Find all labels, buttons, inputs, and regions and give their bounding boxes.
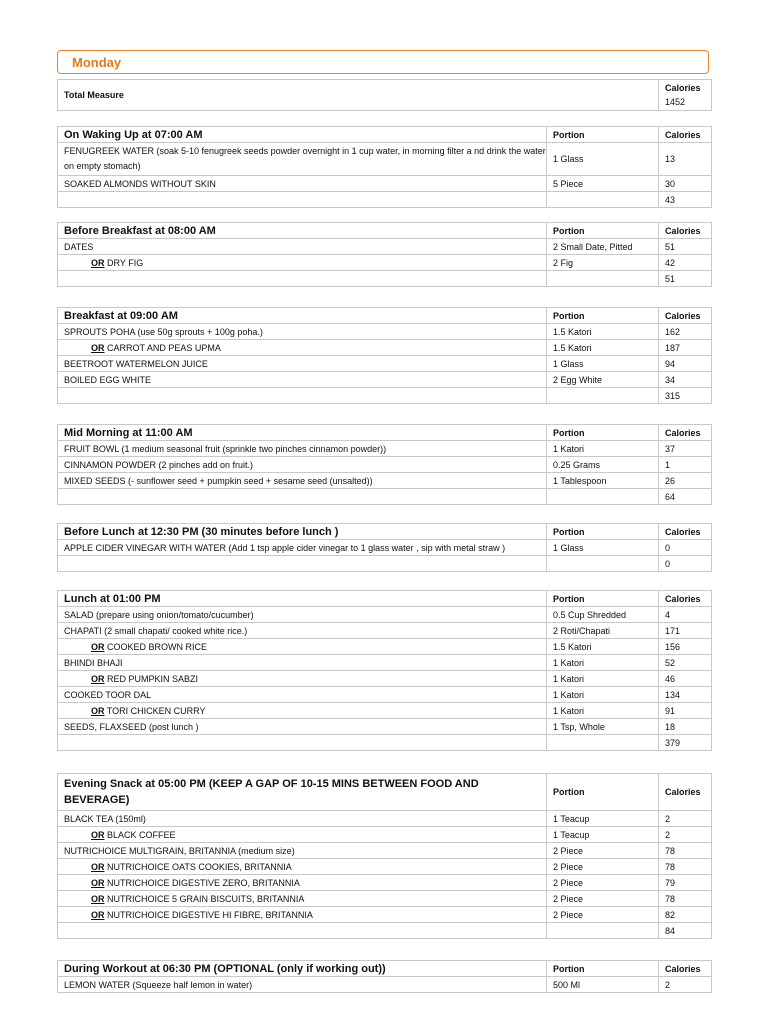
food-portion: 1.5 Katori xyxy=(547,639,659,655)
food-portion: 0.5 Cup Shredded xyxy=(547,607,659,623)
meal-total-row xyxy=(58,735,712,751)
food-portion: 2 Piece xyxy=(547,891,659,907)
meal-total-calories: 379 xyxy=(659,735,712,751)
food-name: BOILED EGG WHITE xyxy=(58,372,547,388)
food-portion: 1.5 Katori xyxy=(547,324,659,340)
food-row xyxy=(58,719,712,735)
food-portion: 2 Egg White xyxy=(547,372,659,388)
meal-total-calories: 43 xyxy=(659,192,712,208)
food-row xyxy=(58,457,712,473)
food-calories: 134 xyxy=(659,687,712,703)
meal-total-calories: 0 xyxy=(659,556,712,572)
food-row xyxy=(58,176,712,192)
food-name: NUTRICHOICE OATS COOKIES, BRITANNIA xyxy=(107,861,292,872)
food-calories: 162 xyxy=(659,324,712,340)
portion-header: Portion xyxy=(547,127,659,143)
food-name: CINNAMON POWDER (2 pinches add on fruit.) xyxy=(58,457,547,473)
food-name-cell xyxy=(58,255,547,271)
food-name: SEEDS, FLAXSEED (post lunch ) xyxy=(58,719,547,735)
food-calories: 78 xyxy=(659,859,712,875)
meal-total-calories: 84 xyxy=(659,923,712,939)
food-calories: 18 xyxy=(659,719,712,735)
portion-header: Portion xyxy=(547,524,659,540)
or-label: OR xyxy=(91,909,105,920)
food-calories: 171 xyxy=(659,623,712,639)
food-name: BLACK TEA (150ml) xyxy=(58,811,547,827)
food-name: DATES xyxy=(58,239,547,255)
or-label: OR xyxy=(91,861,105,872)
meal-total-row xyxy=(58,271,712,287)
food-calories: 42 xyxy=(659,255,712,271)
or-label: OR xyxy=(91,893,105,904)
food-calories: 0 xyxy=(659,540,712,556)
meal-total-spacer xyxy=(58,923,547,939)
meal-total-spacer xyxy=(58,735,547,751)
food-name-cell xyxy=(58,703,547,719)
food-name: CARROT AND PEAS UPMA xyxy=(107,342,221,353)
portion-header: Portion xyxy=(547,223,659,239)
meal-table xyxy=(57,960,712,993)
food-calories: 34 xyxy=(659,372,712,388)
calories-header: Calories xyxy=(659,524,712,540)
food-name: FENUGREEK WATER (soak 5-10 fenugreek seeds powder overnight in 1 cup water, in morning filter a nd drink the water on empty stomach) xyxy=(58,143,547,176)
food-calories: 187 xyxy=(659,340,712,356)
meal-title: Lunch at 01:00 PM xyxy=(58,591,547,607)
meal-total-spacer xyxy=(547,556,659,572)
meal-table xyxy=(57,126,712,208)
meal-table xyxy=(57,222,712,287)
food-name: NUTRICHOICE 5 GRAIN BISCUITS, BRITANNIA xyxy=(107,893,305,904)
food-portion: 1 Katori xyxy=(547,687,659,703)
total-calories-header: Calories xyxy=(665,83,701,93)
calories-header: Calories xyxy=(659,127,712,143)
meal-total-spacer xyxy=(547,388,659,404)
food-name: LEMON WATER (Squeeze half lemon in water) xyxy=(58,977,547,993)
total-calories-cell xyxy=(659,80,712,111)
food-row xyxy=(58,907,712,923)
total-measure-table xyxy=(57,79,712,111)
food-calories: 26 xyxy=(659,473,712,489)
portion-header: Portion xyxy=(547,774,659,811)
food-portion: 1 Glass xyxy=(547,143,659,176)
meal-table xyxy=(57,590,712,751)
meal-total-row xyxy=(58,556,712,572)
portion-header: Portion xyxy=(547,591,659,607)
or-label: OR xyxy=(91,342,105,353)
meal-total-calories: 64 xyxy=(659,489,712,505)
food-portion: 2 Piece xyxy=(547,875,659,891)
food-portion: 1.5 Katori xyxy=(547,340,659,356)
food-portion: 1 Katori xyxy=(547,655,659,671)
or-label: OR xyxy=(91,829,105,840)
food-portion: 1 Tablespoon xyxy=(547,473,659,489)
food-calories: 2 xyxy=(659,827,712,843)
food-portion: 1 Glass xyxy=(547,356,659,372)
food-row xyxy=(58,891,712,907)
food-name-cell xyxy=(58,875,547,891)
meal-total-row xyxy=(58,388,712,404)
meal-total-spacer xyxy=(58,489,547,505)
or-label: OR xyxy=(91,877,105,888)
calories-header: Calories xyxy=(659,961,712,977)
meal-total-calories: 315 xyxy=(659,388,712,404)
food-calories: 91 xyxy=(659,703,712,719)
portion-header: Portion xyxy=(547,425,659,441)
meal-total-calories: 51 xyxy=(659,271,712,287)
food-portion: 2 Small Date, Pitted xyxy=(547,239,659,255)
food-row xyxy=(58,843,712,859)
food-portion: 1 Glass xyxy=(547,540,659,556)
food-calories: 4 xyxy=(659,607,712,623)
food-name-cell xyxy=(58,907,547,923)
food-name: RED PUMPKIN SABZI xyxy=(107,673,199,684)
food-calories: 2 xyxy=(659,811,712,827)
food-row xyxy=(58,623,712,639)
calories-header: Calories xyxy=(659,774,712,811)
meal-total-spacer xyxy=(58,388,547,404)
meal-title: Breakfast at 09:00 AM xyxy=(58,308,547,324)
total-calories-value: 1452 xyxy=(665,97,686,107)
food-row xyxy=(58,340,712,356)
portion-header: Portion xyxy=(547,308,659,324)
food-portion: 1 Tsp, Whole xyxy=(547,719,659,735)
food-name: BLACK COFFEE xyxy=(107,829,176,840)
food-row xyxy=(58,875,712,891)
day-header xyxy=(57,50,709,74)
food-name-cell xyxy=(58,639,547,655)
food-name: SPROUTS POHA (use 50g sprouts + 100g poha.) xyxy=(58,324,547,340)
food-name: COOKED TOOR DAL xyxy=(58,687,547,703)
food-portion: 2 Piece xyxy=(547,859,659,875)
food-calories: 51 xyxy=(659,239,712,255)
food-name: MIXED SEEDS (- sunflower seed + pumpkin seed + sesame seed (unsalted)) xyxy=(58,473,547,489)
food-calories: 78 xyxy=(659,891,712,907)
or-label: OR xyxy=(91,257,105,268)
food-row xyxy=(58,655,712,671)
food-name-cell xyxy=(58,340,547,356)
food-name: APPLE CIDER VINEGAR WITH WATER (Add 1 tsp apple cider vinegar to 1 glass water , sip with metal straw ) xyxy=(58,540,547,556)
food-name-cell xyxy=(58,671,547,687)
food-name: BEETROOT WATERMELON JUICE xyxy=(58,356,547,372)
meal-total-spacer xyxy=(547,192,659,208)
meal-title: During Workout at 06:30 PM (OPTIONAL (only if working out)) xyxy=(58,961,547,977)
food-calories: 2 xyxy=(659,977,712,993)
food-calories: 52 xyxy=(659,655,712,671)
or-label: OR xyxy=(91,673,105,684)
meal-total-spacer xyxy=(58,556,547,572)
food-portion: 2 Roti/Chapati xyxy=(547,623,659,639)
food-name-cell xyxy=(58,859,547,875)
food-row xyxy=(58,859,712,875)
food-row xyxy=(58,255,712,271)
food-portion: 0.25 Grams xyxy=(547,457,659,473)
food-calories: 156 xyxy=(659,639,712,655)
food-name: NUTRICHOICE DIGESTIVE ZERO, BRITANNIA xyxy=(107,877,300,888)
calories-header: Calories xyxy=(659,425,712,441)
food-name: TORI CHICKEN CURRY xyxy=(106,705,206,716)
food-portion: 5 Piece xyxy=(547,176,659,192)
meal-total-spacer xyxy=(547,271,659,287)
meal-table xyxy=(57,424,712,505)
meal-table xyxy=(57,523,712,572)
calories-header: Calories xyxy=(659,223,712,239)
food-name: FRUIT BOWL (1 medium seasonal fruit (sprinkle two pinches cinnamon powder)) xyxy=(58,441,547,457)
food-row xyxy=(58,372,712,388)
food-portion: 1 Teacup xyxy=(547,811,659,827)
meal-total-spacer xyxy=(547,923,659,939)
food-calories: 37 xyxy=(659,441,712,457)
meal-title: Before Breakfast at 08:00 AM xyxy=(58,223,547,239)
food-portion: 2 Piece xyxy=(547,907,659,923)
food-name: NUTRICHOICE MULTIGRAIN, BRITANNIA (medium size) xyxy=(58,843,547,859)
meal-total-spacer xyxy=(58,192,547,208)
food-name: NUTRICHOICE DIGESTIVE HI FIBRE, BRITANNIA xyxy=(107,909,313,920)
food-calories: 46 xyxy=(659,671,712,687)
total-measure-label: Total Measure xyxy=(58,80,659,111)
food-name: SALAD (prepare using onion/tomato/cucumber) xyxy=(58,607,547,623)
food-row xyxy=(58,324,712,340)
food-row xyxy=(58,441,712,457)
meal-total-spacer xyxy=(58,271,547,287)
meal-title: Before Lunch at 12:30 PM (30 minutes before lunch ) xyxy=(58,524,547,540)
or-label: OR xyxy=(91,641,105,652)
food-name: DRY FIG xyxy=(107,257,144,268)
food-row xyxy=(58,540,712,556)
food-name-cell xyxy=(58,891,547,907)
meal-total-row xyxy=(58,489,712,505)
meal-title: Mid Morning at 11:00 AM xyxy=(58,425,547,441)
calories-header: Calories xyxy=(659,308,712,324)
food-name: BHINDI BHAJI xyxy=(58,655,547,671)
food-row xyxy=(58,827,712,843)
portion-header: Portion xyxy=(547,961,659,977)
food-name: COOKED BROWN RICE xyxy=(107,641,208,652)
food-row xyxy=(58,143,712,176)
food-portion: 2 Piece xyxy=(547,843,659,859)
meal-total-spacer xyxy=(547,489,659,505)
food-portion: 1 Katori xyxy=(547,703,659,719)
food-calories: 1 xyxy=(659,457,712,473)
meal-table xyxy=(57,307,712,404)
or-label: OR xyxy=(91,705,105,716)
food-calories: 94 xyxy=(659,356,712,372)
day-title: Monday xyxy=(72,55,122,70)
food-portion: 1 Teacup xyxy=(547,827,659,843)
food-name: CHAPATI (2 small chapati/ cooked white rice.) xyxy=(58,623,547,639)
food-row xyxy=(58,811,712,827)
food-row xyxy=(58,239,712,255)
food-portion: 500 Ml xyxy=(547,977,659,993)
food-name: SOAKED ALMONDS WITHOUT SKIN xyxy=(58,176,547,192)
food-portion: 1 Katori xyxy=(547,441,659,457)
food-calories: 30 xyxy=(659,176,712,192)
food-row xyxy=(58,607,712,623)
meal-total-row xyxy=(58,923,712,939)
food-calories: 78 xyxy=(659,843,712,859)
food-row xyxy=(58,977,712,993)
food-row xyxy=(58,671,712,687)
food-row xyxy=(58,356,712,372)
food-calories: 79 xyxy=(659,875,712,891)
food-name-cell xyxy=(58,827,547,843)
meal-table xyxy=(57,773,712,939)
calories-header: Calories xyxy=(659,591,712,607)
meal-title: Evening Snack at 05:00 PM (KEEP A GAP OF 10-15 MINS BETWEEN FOOD AND BEVERAGE) xyxy=(58,774,547,811)
food-row xyxy=(58,639,712,655)
food-portion: 2 Fig xyxy=(547,255,659,271)
food-row xyxy=(58,687,712,703)
food-calories: 13 xyxy=(659,143,712,176)
food-row xyxy=(58,703,712,719)
meal-total-row xyxy=(58,192,712,208)
food-calories: 82 xyxy=(659,907,712,923)
meal-total-spacer xyxy=(547,735,659,751)
food-portion: 1 Katori xyxy=(547,671,659,687)
meal-title: On Waking Up at 07:00 AM xyxy=(58,127,547,143)
food-row xyxy=(58,473,712,489)
